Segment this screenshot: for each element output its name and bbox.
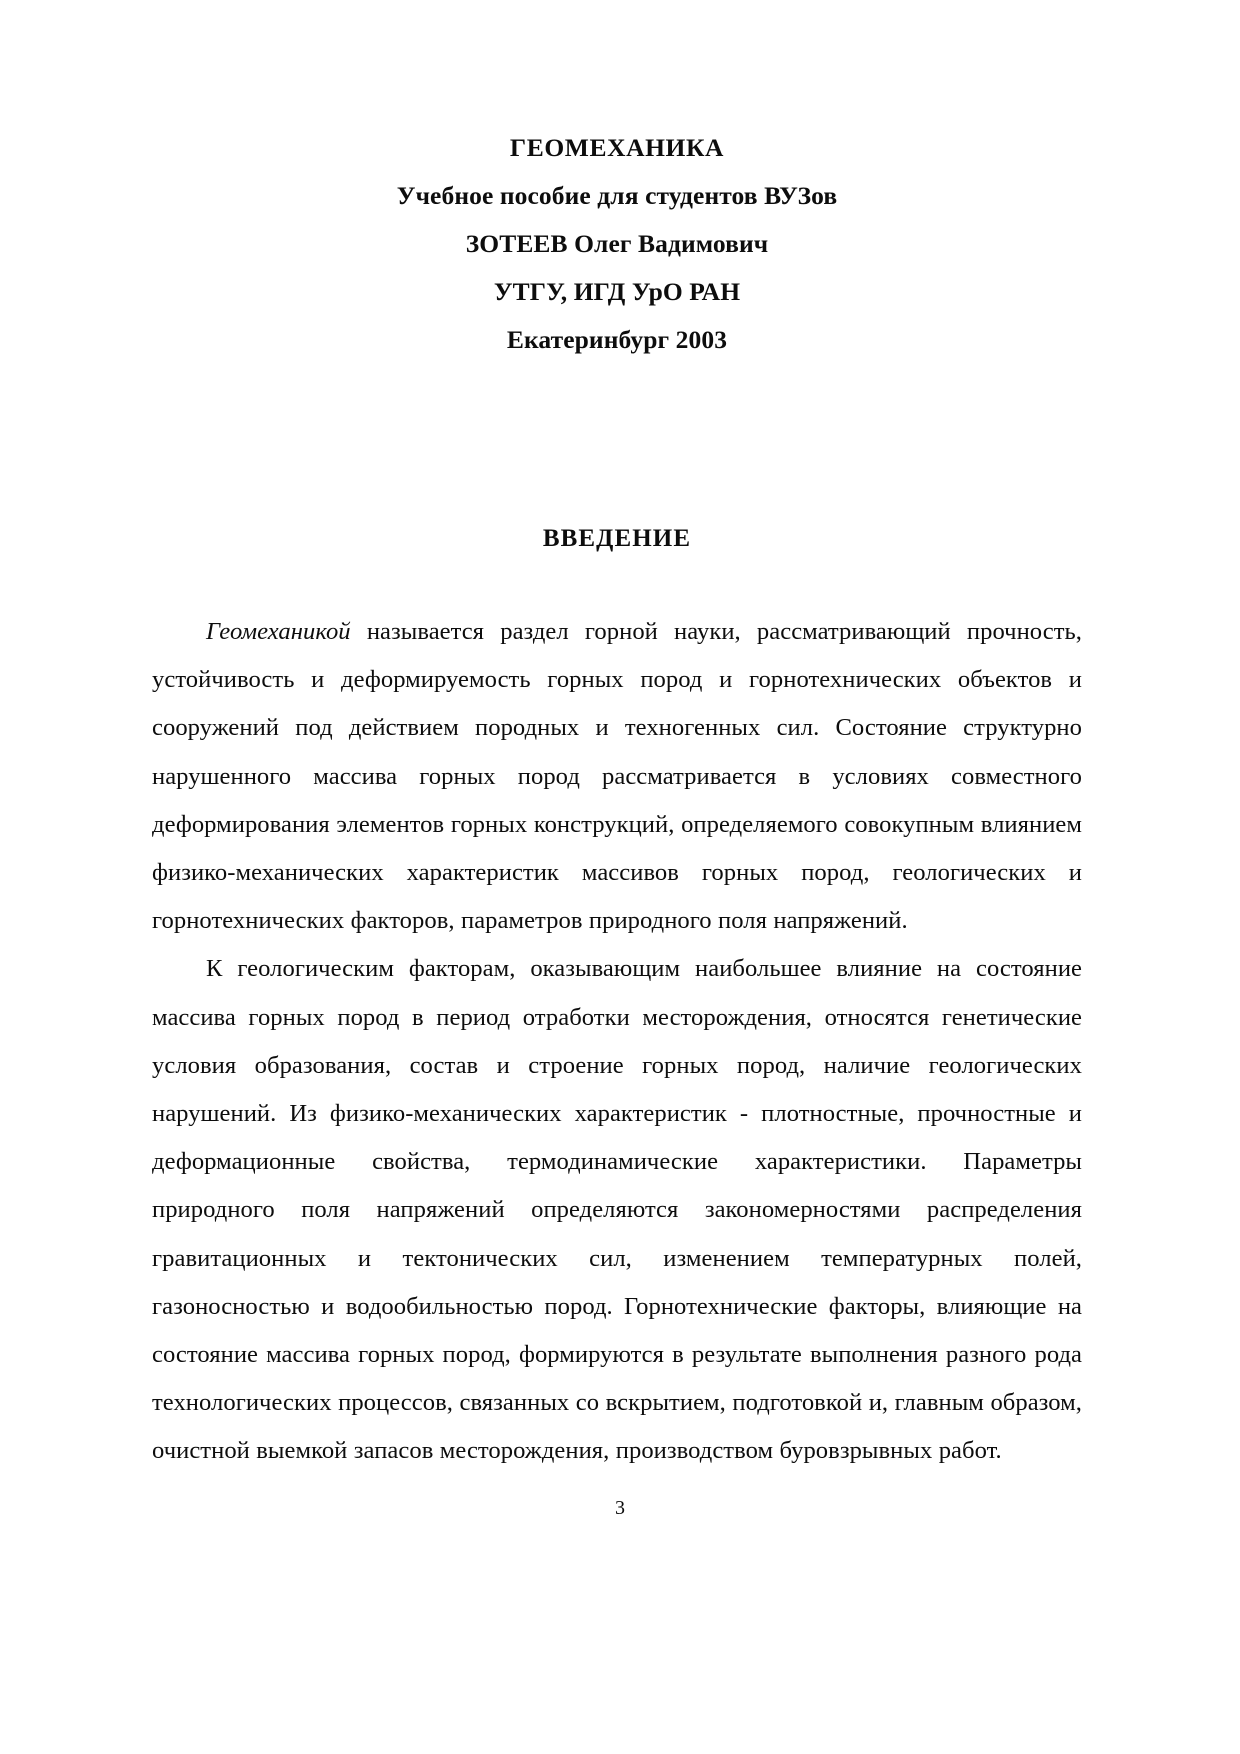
paragraph-2-text: К геологическим факторам, оказывающим наибольшее влияние на состояние массива горных пород в период отработки месторождения, относятся генетические условия образования, состав и строение горных пород, наличие геологических нарушений. Из физико-механических характеристик - плотностные, прочностные и деформационные свойства, термодинамические характеристики. Параметры природного поля напряжений определяются закономерностями распределения гравитационных и тектонических сил, изменением температурных полей, газоносностью и водообильностью пород. Горнотехнические факторы, влияющие на состояние массива горных пород, формируются в результате выполнения разного рода технологических процессов, связанных со вскрытием, подготовкой и, главным образом, очистной выемкой запасов месторождения, производством буровзрывных работ. [152, 955, 1082, 1465]
document-subtitle: Учебное пособие для студентов ВУЗов [396, 181, 838, 210]
page-number: 3 [615, 1497, 625, 1519]
paragraph-1 [152, 608, 1082, 945]
document-affiliation: УТГУ, ИГД УрО РАН [493, 277, 741, 306]
document-author: ЗОТЕЕВ Олег Вадимович [465, 229, 769, 258]
section-heading-introduction: ВВЕДЕНИЕ [542, 525, 692, 552]
page-content [152, 124, 1082, 1476]
paragraph-1-text: называется раздел горной науки, рассматривающий прочность, устойчивость и деформируемость горных пород и горнотехнических объектов и сооружений под действием породных и техногенных сил. Состояние структурно нарушенного массива горных пород рассматривается в условиях совместного деформирования элементов горных конструкций, определяемого совокупным влиянием физико-механических характеристик массивов горных пород, геологических и горнотехнических факторов, параметров природного поля напряжений. [152, 618, 1082, 935]
title-block [152, 124, 1082, 364]
document-place-year: Екатеринбург 2003 [506, 325, 728, 354]
document-title: ГЕОМЕХАНИКА [509, 133, 725, 162]
lead-term-geomechanics: Геомеханикой [206, 618, 351, 645]
paragraph-2 [152, 945, 1082, 1475]
body-text [152, 608, 1082, 1476]
